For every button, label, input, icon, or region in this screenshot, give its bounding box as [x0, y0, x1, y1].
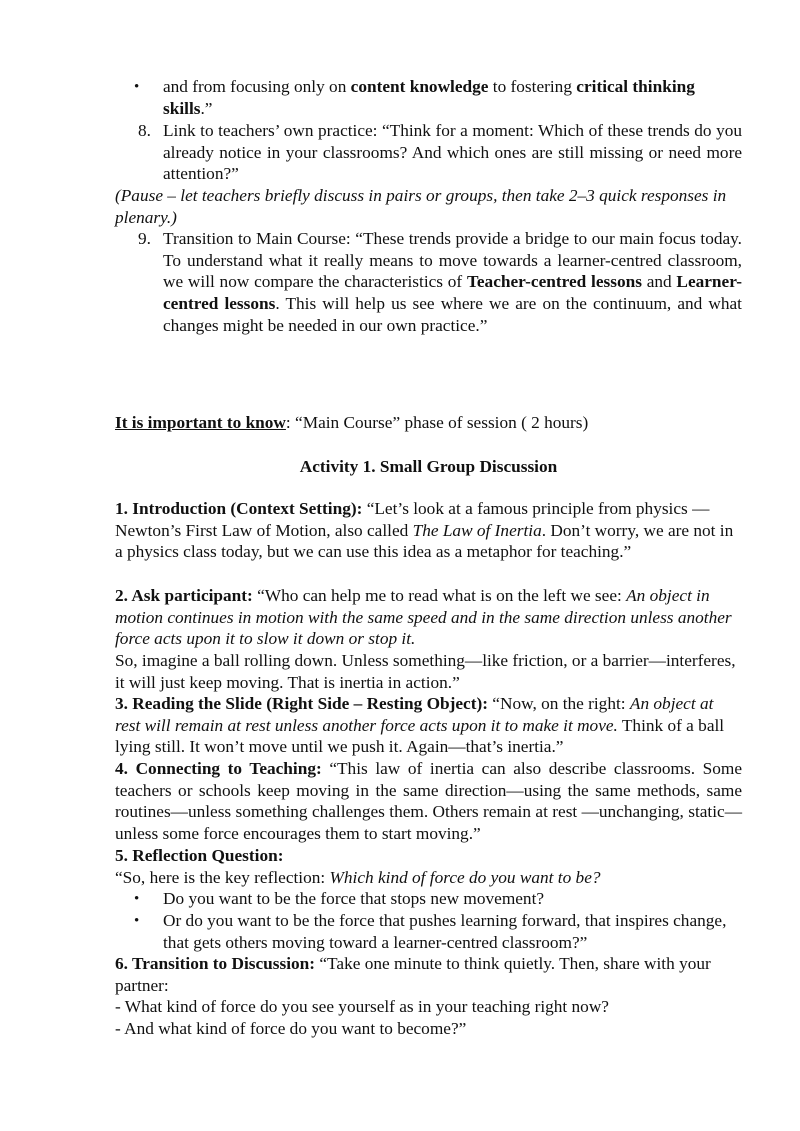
step-6-line-2: - And what kind of force do you want to become?” [115, 1019, 467, 1039]
item9-text-2: and [641, 272, 677, 292]
step-6-text-1: “Take one minute to think quietly. Then, share with your partner: [115, 954, 711, 995]
activity-title: Activity 1. Small Group Discussion [299, 457, 558, 476]
step-4-heading: 4. Connecting to Teaching: [115, 759, 322, 778]
step-3-heading: 3. Reading the Slide (Right Side – Resting Object): [115, 694, 488, 713]
step-1-heading: 1. Introduction (Context Setting): [115, 499, 363, 518]
bullet-marker: • [134, 79, 140, 95]
item9-text-1: Transition to Main Course: “These trends provide a bridge to our main focus today. To understand what it really means to move towards a learner-centred classroom, we will now compare the characteristics of [163, 229, 742, 292]
step-3-text-2: Think of a ball lying still. It won’t move until we push it. Again—that’s inertia.” [115, 715, 725, 757]
pause-note [115, 185, 742, 228]
bullet-bold-critical-thinking: critical thinking skills [163, 77, 695, 118]
step-2-text-2: So, imagine a ball rolling down. Unless something—like friction, or a barrier—interferes, it will just keep moving. That is inertia in action.” [115, 651, 736, 692]
step-1-text-1: “Let’s look at a famous principle from physics —Newton’s First Law of Motion, also called [115, 499, 710, 540]
step-6-heading: 6. Transition to Discussion: [115, 954, 316, 973]
step-4-text: “This law of inertia can also describe classrooms. Some teachers or schools keep moving in the same direction—using the same methods, same routines—unless something challenges them. Others remain at rest —unchanging, static—unless some force encourages them to start moving.” [115, 759, 742, 844]
list-number-8: 8. [138, 121, 151, 140]
step-5-reflection [115, 845, 742, 888]
list-item-8: Link to teachers’ own practice: “Think for a moment: Which of these trends do you already notice in your classrooms? And which ones are still missing or need more attention?” [163, 121, 742, 184]
bullet-bold-content-knowledge: content knowledge [350, 77, 489, 96]
step-3-text-1: “Now, on the right: [487, 694, 630, 713]
item9-text-3: . This will help us see where we are on the continuum, and what changes might be needed in our own practice.” [163, 294, 742, 335]
item9-bold-teacher-centred: Teacher-centred lessons [466, 272, 642, 292]
step-3-italic: An object at rest will remain at rest unless another force acts upon it to make it move. [115, 694, 714, 735]
item9-bold-learner-centred: Learner-centred lessons [163, 272, 742, 314]
bullet-marker: • [134, 913, 140, 929]
step-1-italic: The Law of Inertia [412, 520, 542, 540]
step-6-line-1: - What kind of force do you see yourself as in your teaching right now? [115, 997, 609, 1017]
bullet-text-1: and from focusing only on [163, 77, 351, 96]
bullet-text-2: to fostering [488, 77, 577, 96]
list-item-9 [163, 228, 742, 337]
pause-note-text: (Pause – let teachers briefly discuss in pairs or groups, then take 2–3 quick responses in plenary.) [115, 186, 727, 227]
step-5-italic: Which kind of force do you want to be? [329, 867, 601, 887]
step-1-introduction [115, 498, 742, 563]
step-2-ask-participant [115, 585, 742, 694]
step-2-heading: 2. Ask participant: [115, 586, 253, 605]
step-5-text-1: “So, here is the key reflection: [115, 867, 330, 887]
important-notice [115, 412, 742, 434]
bullet-item-critical-thinking [163, 76, 742, 119]
bullet-marker: • [134, 891, 140, 907]
step-4-connecting-teaching [115, 758, 742, 845]
step-5-heading: 5. Reflection Question: [115, 846, 284, 865]
important-notice-label: It is important to know [115, 413, 286, 432]
step-2-italic: An object in motion continues in motion with the same speed and in the same direction unless another force acts upon it to slow it down or stop it. [115, 586, 732, 649]
bullet-text-3: .” [200, 98, 213, 118]
important-notice-text: : “Main Course” phase of session ( 2 hours) [285, 413, 589, 432]
reflection-bullet-1: Do you want to be the force that stops new movement? [163, 889, 545, 908]
reflection-bullet-2: Or do you want to be the force that pushes learning forward, that inspires change, that gets others moving toward a learner-centred classroom?” [163, 911, 727, 952]
step-3-reading-slide [115, 693, 742, 758]
step-1-text-2: . Don’t worry, we are not in a physics class today, but we can use this idea as a metaphor for teaching.” [115, 520, 734, 562]
step-2-text-1: “Who can help me to read what is on the left we see: [252, 586, 627, 605]
step-6-transition [115, 953, 742, 1040]
list-number-9: 9. [138, 229, 151, 248]
